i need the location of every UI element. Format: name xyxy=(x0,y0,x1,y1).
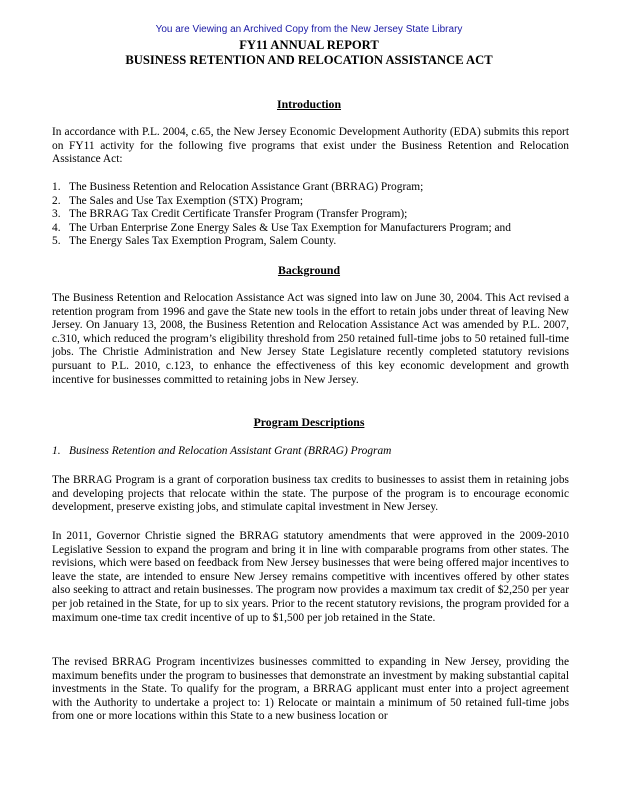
report-subtitle: BUSINESS RETENTION AND RELOCATION ASSISTANCE ACT xyxy=(125,53,493,67)
list-item-number: 3. xyxy=(52,208,61,221)
background-heading: Background xyxy=(277,263,341,277)
list-item xyxy=(52,195,569,209)
list-item-number: 5. xyxy=(52,235,61,248)
list-item-text: The Urban Enterprise Zone Energy Sales & Use Tax Exemption for Manufacturers Program; and xyxy=(69,221,511,234)
brrag-overview-paragraph: The BRRAG Program is a grant of corporation business tax credits to businesses to assist them in retaining jobs and developing projects that relocate within the state. The purpose of the program is to encourage economic development, preserve existing jobs, and stimulate capital investment in New Jersey. xyxy=(52,474,569,514)
subheading-text: Business Retention and Relocation Assistant Grant (BRRAG) Program xyxy=(69,445,392,457)
subheading-number: 1. xyxy=(52,445,61,457)
list-item-number: 1. xyxy=(52,181,61,193)
brrag-revised-paragraph: The revised BRRAG Program incentivizes businesses committed to expanding in New Jersey, providing the maximum benefits under the program to businesses that demonstrate an investment by making substantial capital investments in the State. To qualify for the program, a BRRAG applicant must enter into a project agreement with the Authority to undertake a project to: 1) Relocate or maintain a minimum of 50 retained full-time jobs from one or more locations within this State to a new business location or xyxy=(52,656,569,723)
list-item-text: The Energy Sales Tax Exemption Program, Salem County. xyxy=(69,235,337,248)
list-item xyxy=(52,222,569,236)
list-item xyxy=(52,208,569,222)
program-subheading xyxy=(52,445,391,459)
introduction-paragraph: In accordance with P.L. 2004, c.65, the New Jersey Economic Development Authority (EDA) submits this report on FY11 activity for the following five programs that exist under the Business Retention and Relocation Assistance Act: xyxy=(52,126,569,166)
report-title: FY11 ANNUAL REPORT xyxy=(239,38,379,52)
background-paragraph: The Business Retention and Relocation Assistance Act was signed into law on June 30, 2004. This Act revised a retention program from 1996 and gave the State new tools in the effort to retain jobs under threat of leaving New Jersey. On January 13, 2008, the Business Retention and Relocation Assistance Act was amended by P.L. 2007, c.310, which reduced the program’s eligibility threshold from 250 retained full-time jobs to 50 retained full-time jobs. The Christie Administration and New Jersey State Legislature recently completed statutory revisions pursuant to P.L. 2010, c.123, to enhance the effectiveness of this key economic development and growth incentive for businesses committed to retaining jobs in New Jersey. xyxy=(52,292,569,386)
list-item xyxy=(52,181,569,195)
list-item-number: 4. xyxy=(52,221,61,234)
list-item-number: 2. xyxy=(52,194,61,207)
list-item-text: The BRRAG Tax Credit Certificate Transfer Program (Transfer Program); xyxy=(69,208,408,221)
list-item-text: The Sales and Use Tax Exemption (STX) Program; xyxy=(69,194,304,207)
list-item xyxy=(52,235,569,249)
list-item-text: The Business Retention and Relocation Assistance Grant (BRRAG) Program; xyxy=(69,181,424,193)
archive-banner: You are Viewing an Archived Copy from the New Jersey State Library xyxy=(155,24,463,35)
introduction-heading: Introduction xyxy=(276,97,342,111)
program-descriptions-heading: Program Descriptions xyxy=(253,415,365,429)
brrag-amendments-paragraph: In 2011, Governor Christie signed the BRRAG statutory amendments that were approved in the 2009-2010 Legislative Session to expand the program and bring it in line with comparable programs from other states. The revisions, which were based on feedback from New Jersey businesses that were being offered major incentives to leave the state, are intended to ensure New Jersey remains competitive with incentives offered by other states also seeking to attract and retain businesses. The program now provides a maximum tax credit of $2,250 per year per job retained in the State, for up to six years. Prior to the recent statutory revisions, the program provided for a maximum one-time tax credit incentive of up to $1,500 per job retained in the State. xyxy=(52,530,569,624)
program-list xyxy=(52,181,569,249)
